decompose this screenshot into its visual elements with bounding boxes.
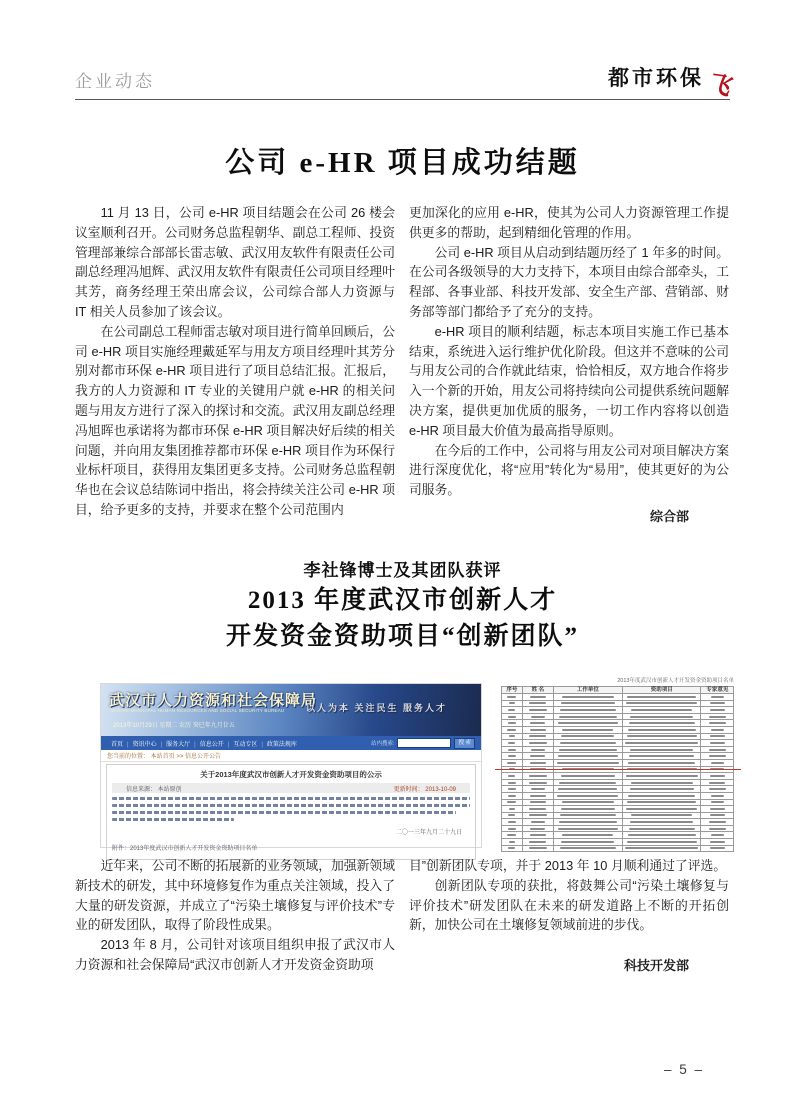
paragraph: 创新团队专项的获批，将鼓舞公司“污染土壤修复与评价技术”研发团队在未来的研发道路上不断的开拓创新，加快公司在土壤修复领域前进的步伐。 [409, 877, 729, 933]
table-cell [523, 845, 554, 852]
article1-body [75, 203, 730, 525]
article1-column-left [75, 203, 395, 525]
brand-logo [608, 62, 732, 101]
paragraph: 11 月 13 日，公司 e-HR 项目结题会在公司 26 楼会议室顺利召开。公司财务总监程朝华、副总工程师、投资管理部兼综合部部长雷志敏、武汉用友软件有限责任公司副总经理冯旭辉、武汉用友软件有限责任公司项目经理叶其芳，商务经理王荣出席会议，公司综合部人力资源与 IT 相关人员参加了该会议。 [75, 205, 395, 319]
table-cell [623, 819, 701, 826]
table-row [501, 779, 734, 786]
table-cell [501, 753, 522, 760]
table-cell [501, 726, 522, 733]
table-row [501, 746, 734, 753]
brand-seal-icon: 飞 [704, 70, 732, 101]
table-cell [501, 806, 522, 813]
award-list-table-image [497, 675, 738, 850]
article2-subtitle: 李社锋博士及其团队获评 [303, 561, 502, 580]
table-cell [553, 779, 622, 786]
article2-column-right [409, 856, 729, 986]
table-cell [553, 726, 622, 733]
table-cell [623, 773, 701, 780]
table-cell [701, 819, 734, 826]
table-cell [523, 812, 554, 819]
table-cell [623, 720, 701, 727]
table-cell [501, 694, 522, 701]
table-cell [501, 746, 522, 753]
table-cell [501, 700, 522, 707]
table-cell [553, 740, 622, 747]
table-cell [501, 740, 522, 747]
table-cell [701, 700, 734, 707]
paragraph: e-HR 项目的顺利结题，标志本项目实施工作已基本结束，系统进入运行维护优化阶段。但这并不意味的公司与用友公司的合作就此结束，恰恰相反，双方地合作将步入一个新的开始，用友公司将持续向公司提供系统问题解决方案，提供更加优质的服务，一切工作内容将以创造 e-HR 项目最大价值为最高指导原则。 [409, 323, 729, 438]
article2-title-line2: 开发资金资助项目“创新团队” [225, 623, 579, 650]
table-cell [523, 832, 554, 839]
table-cell [701, 713, 734, 720]
table-header-cell: 工作单位 [553, 687, 622, 694]
table-cell [553, 839, 622, 846]
table-cell [701, 694, 734, 701]
table-cell [701, 799, 734, 806]
paragraph: 目”创新团队专项，并于 2013 年 10 月顺利通过了评选。 [409, 858, 727, 873]
table-cell [701, 733, 734, 740]
table-cell [553, 694, 622, 701]
table-cell [553, 845, 622, 852]
table-cell [623, 845, 701, 852]
table-row [501, 819, 734, 826]
table-cell [523, 779, 554, 786]
article2-byline: 科技开发部 [623, 958, 689, 974]
table-cell [501, 759, 522, 766]
table-cell [501, 845, 522, 852]
table-cell [553, 806, 622, 813]
table-cell [553, 700, 622, 707]
table-cell [701, 753, 734, 760]
table-header-cell: 序号 [501, 687, 522, 694]
highlight-underline [495, 769, 741, 770]
table-cell [701, 746, 734, 753]
table-cell [501, 786, 522, 793]
section-label: 企业动态 [75, 72, 155, 91]
table-row [501, 740, 734, 747]
table-cell [623, 812, 701, 819]
table-row [501, 839, 734, 846]
table-cell [523, 753, 554, 760]
nav-separator: | [127, 741, 129, 748]
nav-separator: | [261, 741, 263, 748]
table-row [501, 799, 734, 806]
website-article-title: 关于2013年度武汉市创新人才开发资金资助项目的公示 [200, 770, 382, 779]
table-cell [701, 773, 734, 780]
website-sign-date: 二〇一三年九月二十九日 [395, 830, 462, 836]
paragraph: 公司 e-HR 项目从启动到结题历经了 1 年多的时间。在公司各级领导的大力支持下，本项目由综合部牵头，工程部、各事业部、科技开发部、安全生产部、营销部、财务部等部门都给予了充分的支持。 [409, 244, 729, 319]
table-cell [523, 733, 554, 740]
article2-column-left [75, 856, 395, 986]
table-cell [623, 746, 701, 753]
table-cell [623, 786, 701, 793]
table-cell [701, 825, 734, 832]
table-cell [553, 759, 622, 766]
article1-title: 公司 e-HR 项目成功结题 [225, 147, 580, 179]
table-cell [623, 779, 701, 786]
table-cell [523, 740, 554, 747]
table-row [501, 694, 734, 701]
table-cell [553, 720, 622, 727]
website-attachment-link: 附件：2013年度武汉市创新人才开发资金资助项目名单 [112, 846, 258, 852]
table-cell [523, 806, 554, 813]
table-row [501, 792, 734, 799]
website-site-title-en: WUHAN MUNICIPAL HUMAN RESOURCES AND SOCIAL SECURITY BUREAU [111, 708, 285, 713]
nav-separator: | [227, 741, 230, 748]
table-cell [501, 799, 522, 806]
table-cell [701, 740, 734, 747]
website-search-area [371, 738, 475, 749]
table-cell [523, 759, 554, 766]
table-cell [523, 720, 554, 727]
website-nav-bar [101, 736, 481, 750]
table-cell [553, 812, 622, 819]
table-cell [501, 832, 522, 839]
website-nav-item: 信息公开 [199, 741, 224, 748]
table-cell [701, 845, 734, 852]
table-cell [623, 740, 701, 747]
table-cell [553, 825, 622, 832]
table-cell [701, 806, 734, 813]
table-row [501, 753, 734, 760]
website-nav-item: 首页 [111, 741, 124, 748]
table-cell [701, 832, 734, 839]
table-cell [623, 839, 701, 846]
website-search-label: 站内搜索: [370, 741, 395, 747]
website-date-line: 2013年10月29日 星期二 农历 癸巳年九月廿五 [113, 723, 235, 729]
website-slogan: 以人为本 关注民生 服务人才 [306, 703, 448, 713]
table-row [501, 720, 734, 727]
table-cell [623, 694, 701, 701]
page-number: – 5 – [664, 1062, 705, 1077]
table-row [501, 806, 734, 813]
table-cell [501, 779, 522, 786]
table-cell [701, 779, 734, 786]
article1-column-right [409, 203, 729, 525]
nav-separator: | [160, 741, 163, 748]
nav-separator: | [194, 741, 196, 748]
table-cell [623, 707, 701, 714]
paragraph: 在公司副总工程师雷志敏对项目进行简单回顾后，公司 e-HR 项目实施经理戴延军与用友方项目经理叶其芳分别对都市环保 e-HR 项目进行了项目总结汇报。汇报后，我方的人力资源和 IT 专业的关键用户就 e-HR 的相关问题与用友方进行了深入的探讨和交流。武汉用友副总经理冯旭晖也承诺将为都市环保 e-HR 项目解决好后续的相关问题，并向用友集团推荐都市环保 e-HR 项目作为环保行业标杆项目，获得用友集团更多支持。公司财务总监程朝华也在会议总结陈词中指出，将会持续关注公司 e-HR 项目，给予更多的支持，并要求在整个公司范围内 [75, 323, 395, 517]
website-nav-item: 资讯中心 [132, 741, 157, 748]
table-cell [501, 720, 522, 727]
paragraph: 2013 年 8 月，公司针对该项目组织申报了武汉市人力资源和社会保障局“武汉市创新人才开发资金资助项 [75, 937, 395, 972]
table-cell [553, 792, 622, 799]
table-cell [701, 786, 734, 793]
website-nav-item: 互动专区 [233, 741, 258, 748]
table-cell [623, 799, 701, 806]
table-cell [701, 726, 734, 733]
website-screenshot-image [100, 683, 482, 852]
table-row [501, 759, 734, 766]
table-cell [501, 819, 522, 826]
table-cell [501, 707, 522, 714]
table-cell [553, 713, 622, 720]
table-cell [523, 713, 554, 720]
table-row [501, 707, 734, 714]
table-cell [623, 713, 701, 720]
table-cell [553, 832, 622, 839]
table-row [501, 786, 734, 793]
table-cell [523, 786, 554, 793]
paragraph: 更加深化的应用 e-HR，使其为公司人力资源管理工作提供更多的帮助，起到精细化管理的作用。 [409, 205, 729, 240]
table-cell [553, 819, 622, 826]
table-cell [553, 786, 622, 793]
table-cell [553, 733, 622, 740]
article2-body [75, 856, 730, 986]
article1-byline: 综合部 [649, 508, 689, 524]
table-cell [501, 733, 522, 740]
website-nav-item: 政策法规库 [266, 741, 297, 748]
table-cell [523, 746, 554, 753]
website-search-input [397, 738, 451, 748]
table-cell [701, 812, 734, 819]
page-header [75, 62, 730, 100]
table-header-cell: 专家意见 [701, 687, 734, 694]
article2-title-line1: 2013 年度武汉市创新人才 [247, 587, 558, 614]
table-cell [523, 707, 554, 714]
website-nav-item: 服务大厅 [166, 741, 191, 748]
table-cell [623, 753, 701, 760]
table-cell [623, 792, 701, 799]
table-row [501, 700, 734, 707]
table-header-cell: 姓 名 [523, 687, 554, 694]
table-cell [501, 792, 522, 799]
table-cell [701, 720, 734, 727]
table-cell [701, 759, 734, 766]
table-cell [553, 707, 622, 714]
table-row [501, 726, 734, 733]
table-cell [501, 825, 522, 832]
table-cell [623, 832, 701, 839]
table-cell [623, 759, 701, 766]
website-search-button: 搜 索 [454, 738, 475, 749]
table-cell [701, 839, 734, 846]
table-row [501, 832, 734, 839]
website-body-text [112, 797, 470, 822]
website-article [106, 764, 476, 860]
table-row [501, 825, 734, 832]
article2-heading [0, 556, 805, 655]
table-cell [523, 726, 554, 733]
website-meta-source: 信息来源： 本站原创 [126, 786, 182, 793]
table-cell [501, 812, 522, 819]
table-cell [623, 806, 701, 813]
table-cell [501, 839, 522, 846]
website-site-title: 武汉市人力资源和社会保障局 [109, 692, 318, 709]
table-row [501, 713, 734, 720]
website-breadcrumb: 您当前的位置： 本站首页 >> 信息公开公告 [101, 750, 481, 762]
table-cell [523, 700, 554, 707]
table-header-cell: 资助项目 [623, 687, 701, 694]
table-cell [623, 825, 701, 832]
paragraph: 在今后的工作中，公司将与用友公司对项目解决方案进行深度优化，将“应用”转化为“易用”，使其更好的为公司服务。 [409, 442, 729, 498]
website-article-meta [112, 783, 470, 793]
website-banner [101, 684, 481, 736]
brand-name: 都市环保 [608, 67, 704, 90]
table-cell [553, 746, 622, 753]
website-meta-time: 更新时间： 2013-10-09 [393, 786, 456, 793]
table-cell [553, 799, 622, 806]
table-cell [553, 773, 622, 780]
table-cell [523, 819, 554, 826]
table-cell [523, 792, 554, 799]
table-cell [523, 773, 554, 780]
table-cell [701, 707, 734, 714]
table-cell [501, 713, 522, 720]
table-caption: 2013年度武汉市创新人才开发资金资助项目名单 [617, 678, 734, 684]
table-cell [523, 839, 554, 846]
table-row [501, 773, 734, 780]
paragraph: 近年来，公司不断的拓展新的业务领域，加强新领域新技术的研发，其中环境修复作为重点关注领域，投入了大量的研发资源，并成立了“污染土壤修复与评价技术”专业的研发团队，取得了阶段性成果。 [75, 858, 395, 933]
table-cell [623, 733, 701, 740]
table-cell [701, 792, 734, 799]
table-cell [553, 753, 622, 760]
table-row [501, 733, 734, 740]
table-cell [501, 773, 522, 780]
table-row [501, 845, 734, 852]
table-cell [623, 726, 701, 733]
table-cell [523, 825, 554, 832]
table-cell [623, 700, 701, 707]
table-row [501, 812, 734, 819]
table-cell [523, 799, 554, 806]
table-cell [523, 694, 554, 701]
article2-title [0, 583, 805, 655]
